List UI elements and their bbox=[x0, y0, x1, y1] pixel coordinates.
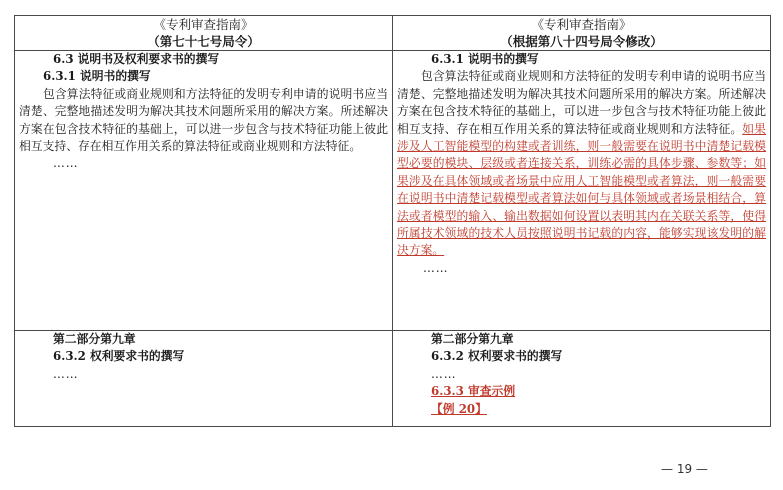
left-description-cell bbox=[15, 51, 393, 331]
left-description-body: 包含算法特征或商业规则和方法特征的发明专利申请的说明书应当清楚、完整地描述发明为解决其技术问题所采用的解决方案。所述解决方案在包含技术特征的基础上，可以进一步包含与技术特征功能上彼此相互支持、存在相互作用关系的算法特征或商业规则和方法特征。 bbox=[19, 86, 388, 154]
page-number: — 19 — bbox=[661, 462, 708, 476]
header-row bbox=[15, 16, 771, 51]
right-added-example-heading: 6.3.3 审查示例 bbox=[431, 384, 516, 399]
right-body-added-text: 如果涉及人工智能模型的构建或者训练，则一般需要在说明书中清楚记载模型必要的模块、层级或者连接关系，训练必需的具体步骤、参数等；如果涉及在具体领域或者场景中应用人工智能模型或者算法，则一般需要在说明书中清楚记载模型或者算法如何与具体领域或者场景相结合，算法或者模型的输入、输出数据如何设置以表明其内在关联关系等，使得所属技术领域的技术人员按照说明书记载的内容，能够实现该发明的解决方案。 bbox=[397, 121, 766, 258]
content-row-claims bbox=[15, 331, 771, 427]
left-header-title: 《专利审查指南》 bbox=[153, 17, 254, 32]
content-row-description bbox=[15, 51, 771, 331]
left-ellipsis: …… bbox=[53, 156, 79, 171]
left-claims-ellipsis: …… bbox=[53, 366, 79, 381]
right-ellipsis: …… bbox=[423, 260, 449, 275]
right-subsection-heading: 6.3.1 说明书的撰写 bbox=[431, 52, 539, 66]
comparison-table bbox=[14, 15, 771, 427]
right-claims-cell bbox=[393, 331, 771, 427]
left-column-header bbox=[15, 16, 393, 51]
right-chapter-heading: 第二部分第九章 bbox=[431, 332, 514, 346]
right-added-example-label: 【例 20】 bbox=[431, 401, 487, 416]
left-chapter-heading: 第二部分第九章 bbox=[53, 332, 136, 346]
right-column-header bbox=[393, 16, 771, 51]
right-header-title: 《专利审查指南》 bbox=[531, 17, 632, 32]
right-claims-subsection: 6.3.2 权利要求书的撰写 bbox=[431, 349, 563, 364]
right-body-original: 包含算法特征或商业规则和方法特征的发明专利申请的说明书应当清楚、完整地描述发明为解决其技术问题所采用的解决方案。所述解决方案在包含技术特征的基础上，可以进一步包含与技术特征功能上彼此相互支持、存在相互作用关系的算法特征或商业规则和方法特征。 bbox=[397, 69, 766, 136]
right-header-subtitle: （根据第八十四号局令修改） bbox=[500, 34, 663, 49]
right-description-body bbox=[397, 68, 766, 259]
right-description-cell bbox=[393, 51, 771, 331]
left-claims-subsection: 6.3.2 权利要求书的撰写 bbox=[53, 349, 185, 364]
left-claims-cell bbox=[15, 331, 393, 427]
right-claims-ellipsis: …… bbox=[431, 366, 457, 381]
left-header-subtitle: （第七十七号局令） bbox=[147, 34, 260, 49]
left-section-heading: 6.3 说明书及权利要求书的撰写 bbox=[53, 52, 220, 66]
left-subsection-heading: 6.3.1 说明书的撰写 bbox=[43, 69, 151, 84]
